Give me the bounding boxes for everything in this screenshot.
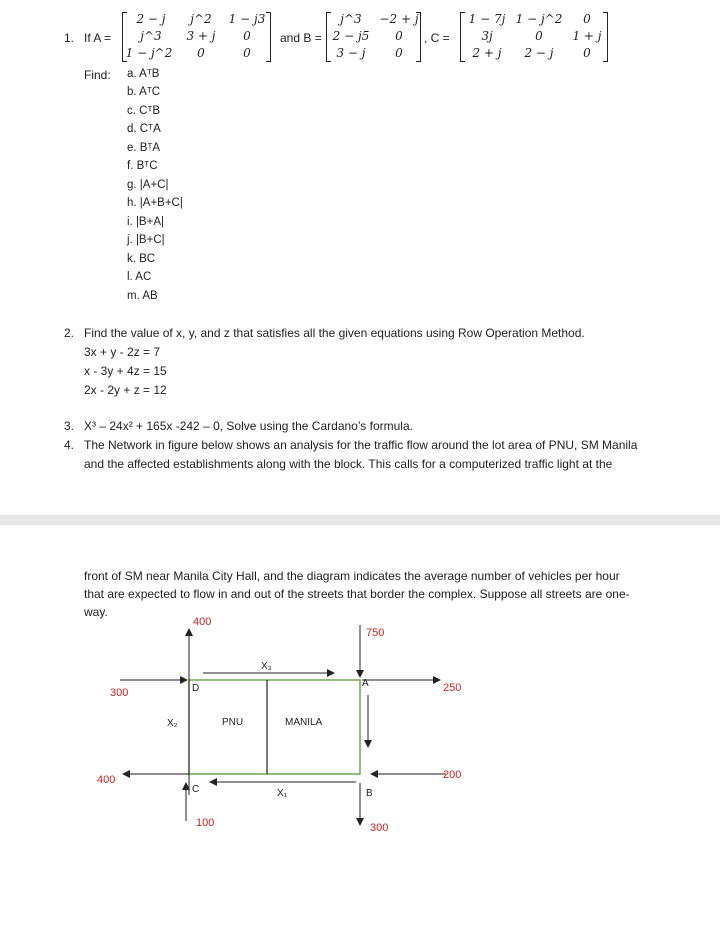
list-item: m. AB <box>127 290 158 302</box>
matrix-c-cell: 0 <box>583 46 591 60</box>
equation: 3x + y - 2z = 7 <box>84 345 161 359</box>
list-item: d. CᵀA <box>127 123 161 135</box>
matrix-b-cell: 0 <box>395 29 403 43</box>
problem-4-line: The Network in figure below shows an analysis for the traffic flow around the lot area of PNU, SM Manila <box>84 438 638 452</box>
list-item: g. |A+C| <box>127 179 169 191</box>
matrix-c-cell: 0 <box>535 29 543 43</box>
matrix-a-cell: 0 <box>243 29 251 43</box>
list-item: k. BC <box>127 253 156 265</box>
list-item: e. BᵀA <box>127 142 161 154</box>
problem-1-lead: If A = <box>84 31 112 45</box>
list-item: i. |B+A| <box>127 216 164 228</box>
problem-4-line: and the affected establishments along with the block. This calls for a computerized traffic light at the <box>84 457 613 471</box>
matrix-b-cell: j^3 <box>340 12 362 26</box>
matrix-a-cell: 0 <box>197 46 205 60</box>
block-label-manila: MANILA <box>285 717 323 728</box>
var-x1: X₁ <box>277 788 288 799</box>
flow-left-bottom: 400 <box>97 774 116 786</box>
list-item: b. AᵀC <box>127 86 161 98</box>
problem-3-text: X³ – 24x² + 165x -242 – 0, Solve using the Cardano’s formula. <box>84 419 413 433</box>
problem-3-number: 3. <box>64 419 75 433</box>
problem-4-continued: that are expected to flow in and out of the streets that border the complex. Suppose all streets are one- <box>84 587 630 601</box>
matrix-c-cell: 1 + j <box>572 29 602 43</box>
problem-2-number: 2. <box>64 326 75 340</box>
matrix-c-cell: 2 − j <box>524 46 554 60</box>
matrix-a-cell: j^3 <box>140 29 162 43</box>
matrix-c-cell: 0 <box>583 12 591 26</box>
flow-bottom-right: 300 <box>370 822 389 834</box>
node-d: D <box>192 683 200 694</box>
block-outline <box>189 680 360 774</box>
matrix-b-cell: 0 <box>395 46 403 60</box>
problem-4-number: 4. <box>64 438 75 452</box>
matrix-c-cell: 1 − j^2 <box>515 12 563 26</box>
problem-1-number: 1. <box>64 31 75 45</box>
problem-2-text: Find the value of x, y, and z that satisfies all the given equations using Row Operation Method. <box>84 326 585 340</box>
flow-right-top: 250 <box>443 682 462 694</box>
find-label: Find: <box>84 68 111 82</box>
list-item: l. AC <box>127 271 152 283</box>
equation: 2x - 2y + z = 12 <box>84 383 167 397</box>
problem-4-continued: way. <box>84 605 108 619</box>
page-separator <box>0 515 720 525</box>
c-label: , C = <box>424 31 450 45</box>
problem-4-continued: front of SM near Manila City Hall, and the diagram indicates the average number of vehicles per hour <box>84 569 620 583</box>
list-item: c. CᵀB <box>127 105 161 117</box>
flow-right-bottom: 200 <box>443 769 462 781</box>
flow-left-top: 300 <box>110 687 129 699</box>
traffic-flow-diagram <box>0 525 720 949</box>
and-b-label: and B = <box>280 31 322 45</box>
matrix-b-cell: 3 − j <box>336 46 366 60</box>
block-label-pnu: PNU <box>222 717 244 728</box>
matrix-a-cell: 0 <box>243 46 251 60</box>
matrix-c-cell: 1 − 7j <box>468 12 506 26</box>
flow-bottom-left: 100 <box>196 817 215 829</box>
document-page-2 <box>0 525 720 949</box>
matrix-a-cell: 1 − j^2 <box>125 46 173 60</box>
flow-top-left: 400 <box>193 616 212 628</box>
node-b: B <box>366 788 373 799</box>
list-item: j. |B+C| <box>127 234 165 246</box>
matrix-c-cell: 2 + j <box>472 46 502 60</box>
flow-top-right: 750 <box>366 627 385 639</box>
matrix-a-cell: 2 − j <box>136 12 166 26</box>
matrix-a-cell: j^2 <box>190 12 212 26</box>
list-item: a. AᵀB <box>127 68 160 80</box>
equation: x - 3y + 4z = 15 <box>84 364 167 378</box>
node-a: A <box>362 678 369 689</box>
list-item: h. |A+B+C| <box>127 197 183 209</box>
node-c: C <box>192 784 200 795</box>
matrix-b-cell: −2 + j <box>379 12 419 26</box>
matrix-c-cell: 3j <box>481 29 493 43</box>
matrix-a-cell: 1 − j3 <box>228 12 266 26</box>
matrix-a-cell: 3 + j <box>186 29 216 43</box>
matrix-b-cell: 2 − j5 <box>332 29 370 43</box>
var-x2: X₂ <box>167 718 178 729</box>
var-x3: X₃ <box>261 661 272 672</box>
list-item: f. BᵀC <box>127 160 158 172</box>
